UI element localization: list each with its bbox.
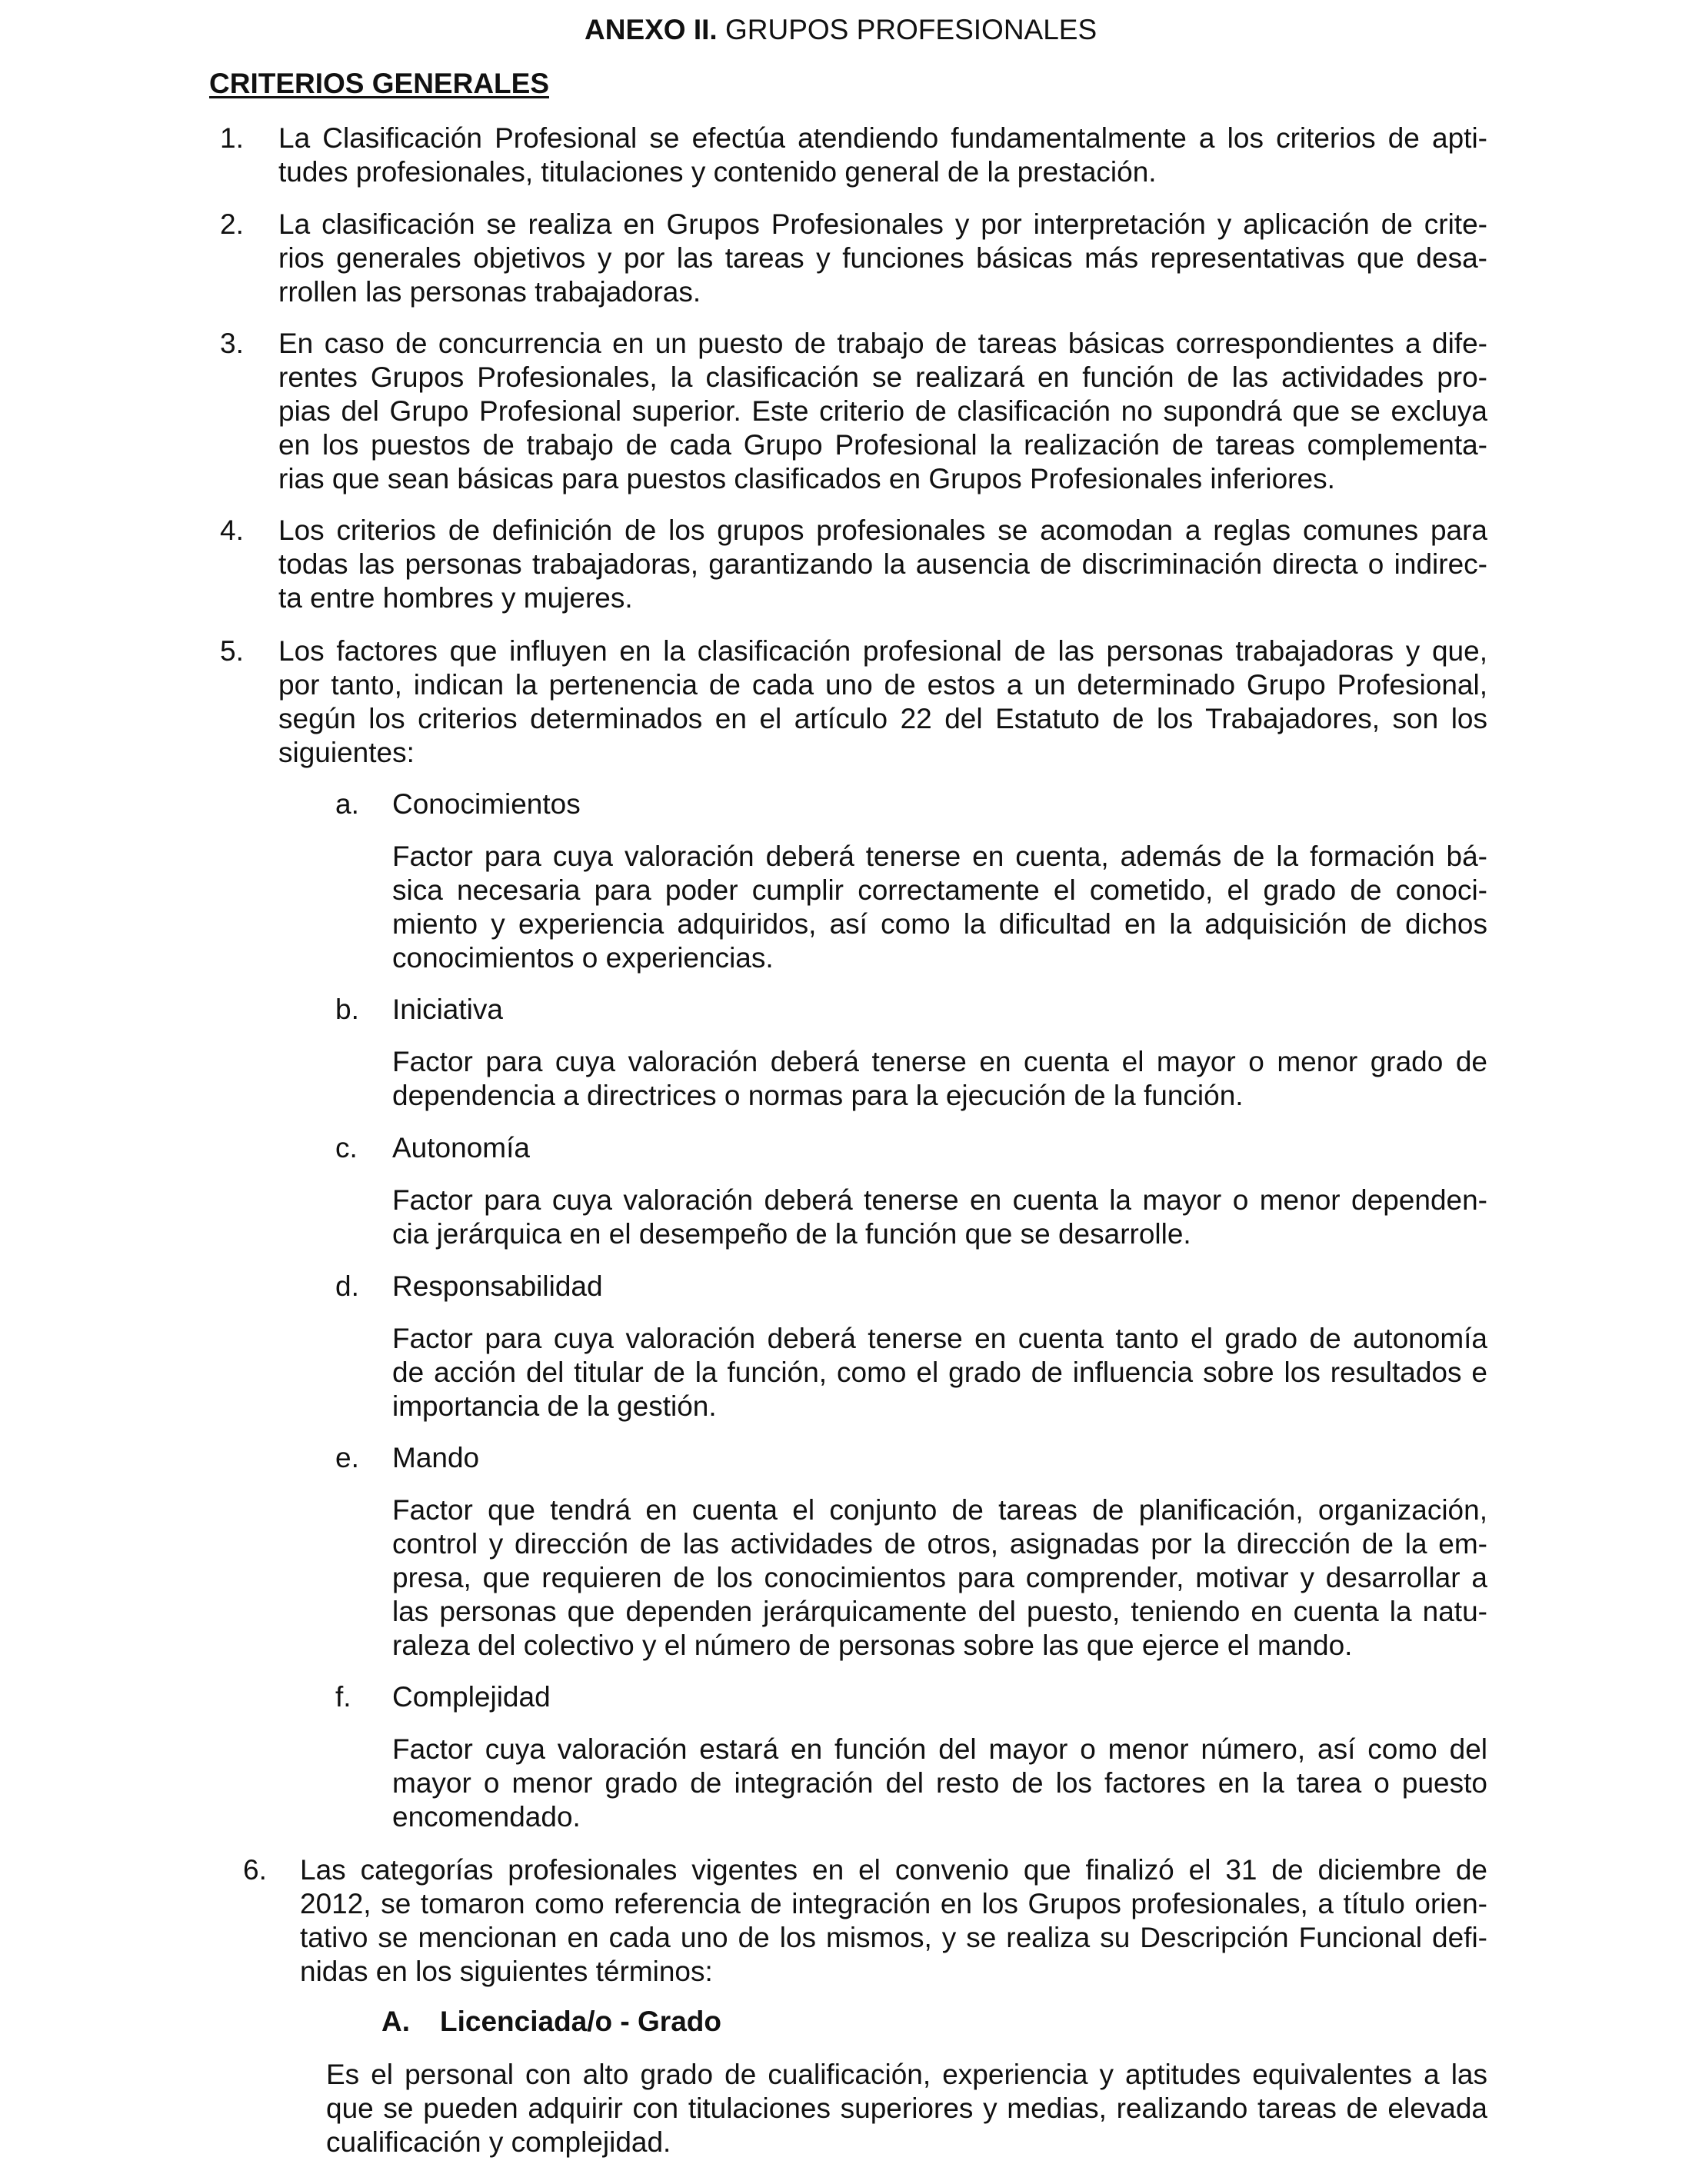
item-text [300, 1853, 1487, 1989]
item-number: 4. [220, 514, 244, 546]
item-text [278, 122, 1487, 189]
text-line: cualificación y complejidad. [326, 2126, 671, 2158]
factor-letter: c. [335, 1132, 358, 1164]
text-line: Factor para cuya valoración deberá tenerse en cuenta tanto el grado de autonomía [392, 1323, 1487, 1354]
factor-letter: a. [335, 788, 359, 820]
factor-letter: f. [335, 1681, 351, 1713]
text-line: La clasificación se realiza en Grupos Profesionales y por interpretación y aplicación de crite- [278, 208, 1487, 240]
item-number: 1. [220, 122, 244, 154]
text-line: las personas que dependen jerárquicamente del puesto, teniendo en cuenta la natu- [392, 1596, 1487, 1627]
item-number: 6. [243, 1854, 267, 1886]
text-line: cia jerárquica en el desempeño de la función que se desarrolle. [392, 1218, 1191, 1250]
text-line: todas las personas trabajadoras, garantizando la ausencia de discriminación directa o indirec- [278, 548, 1487, 580]
text-line: rentes Grupos Profesionales, la clasificación se realizará en función de las actividades pro- [278, 361, 1487, 393]
group-name: Licenciada/o - Grado [440, 2006, 721, 2037]
text-line: Factor para cuya valoración deberá tenerse en cuenta el mayor o menor grado de [392, 1046, 1487, 1077]
item-number: 3. [220, 328, 244, 359]
text-line: conocimientos o experiencias. [392, 942, 774, 974]
factor-letter: e. [335, 1442, 359, 1473]
text-line: tativo se mencionan en cada uno de los mismos, y se realiza su Descripción Funcional defi- [300, 1922, 1487, 1953]
text-line: mayor o menor grado de integración del resto de los factores en la tarea o puesto [392, 1767, 1487, 1799]
annex-title-rest: GRUPOS PROFESIONALES [717, 14, 1097, 45]
text-line: ta entre hombres y mujeres. [278, 582, 633, 614]
text-line: sica necesaria para poder cumplir correctamente el cometido, el grado de conoci- [392, 874, 1487, 906]
text-line: dependencia a directrices o normas para la ejecución de la función. [392, 1080, 1244, 1111]
text-line: importancia de la gestión. [392, 1390, 717, 1422]
item-text [278, 634, 1487, 770]
text-line: rias que sean básicas para puestos clasificados en Grupos Profesionales inferiores. [278, 463, 1335, 494]
factor-name: Responsabilidad [392, 1270, 603, 1302]
group-letter: A. [381, 2006, 410, 2037]
item-text [278, 327, 1487, 496]
text-line: Factor para cuya valoración deberá tenerse en cuenta, además de la formación bá- [392, 841, 1487, 872]
text-line: que se pueden adquirir con titulaciones superiores y medias, realizando tareas de elevada [326, 2092, 1487, 2124]
section-heading: CRITERIOS GENERALES [209, 68, 549, 99]
factor-name: Complejidad [392, 1681, 551, 1713]
text-line: En caso de concurrencia en un puesto de trabajo de tareas básicas correspondientes a dife- [278, 328, 1487, 359]
text-line: presa, que requieren de los conocimientos para comprender, motivar y desarrollar a [392, 1562, 1487, 1593]
factor-text [392, 1184, 1487, 1251]
text-line: La Clasificación Profesional se efectúa atendiendo fundamentalmente a los criterios de apti- [278, 122, 1487, 154]
text-line: Los factores que influyen en la clasificación profesional de las personas trabajadoras y que, [278, 635, 1487, 667]
text-line: Factor cuya valoración estará en función del mayor o menor número, así como del [392, 1733, 1487, 1765]
text-line: Factor que tendrá en cuenta el conjunto de tareas de planificación, organización, [392, 1494, 1487, 1526]
text-line: de acción del titular de la función, como el grado de influencia sobre los resultados e [392, 1357, 1487, 1388]
text-line: rios generales objetivos y por las tareas y funciones básicas más representativas que desa- [278, 242, 1487, 274]
item-number: 2. [220, 208, 244, 240]
factor-name: Conocimientos [392, 788, 581, 820]
factor-text [392, 1045, 1487, 1113]
text-line: pias del Grupo Profesional superior. Este criterio de clasificación no supondrá que se excluya [278, 395, 1487, 427]
text-line: por tanto, indican la pertenencia de cada uno de estos a un determinado Grupo Profesional, [278, 669, 1487, 701]
factor-name: Autonomía [392, 1132, 530, 1164]
text-line: nidas en los siguientes términos: [300, 1956, 713, 1987]
text-line: Es el personal con alto grado de cualificación, experiencia y aptitudes equivalentes a las [326, 2059, 1487, 2090]
factor-text [392, 840, 1487, 975]
factor-letter: d. [335, 1270, 359, 1302]
item-text [278, 208, 1487, 309]
text-line: control y dirección de las actividades de otros, asignadas por la dirección de la em- [392, 1528, 1487, 1560]
annex-title [585, 12, 1097, 48]
factor-text [392, 1733, 1487, 1834]
item-number: 5. [220, 635, 244, 667]
text-line: rrollen las personas trabajadoras. [278, 276, 701, 308]
text-line: en los puestos de trabajo de cada Grupo Profesional la realización de tareas complementa- [278, 429, 1487, 461]
text-line: Las categorías profesionales vigentes en el convenio que finalizó el 31 de diciembre de [300, 1854, 1487, 1886]
text-line: encomendado. [392, 1801, 581, 1833]
factor-name: Iniciativa [392, 994, 503, 1025]
text-line: tudes profesionales, titulaciones y contenido general de la prestación. [278, 156, 1157, 188]
factor-letter: b. [335, 994, 359, 1025]
factor-text [392, 1322, 1487, 1423]
text-line: según los criterios determinados en el artículo 22 del Estatuto de los Trabajadores, son los [278, 703, 1487, 734]
factor-text [392, 1493, 1487, 1663]
text-line: raleza del colectivo y el número de personas sobre las que ejerce el mando. [392, 1630, 1353, 1661]
factor-name: Mando [392, 1442, 480, 1473]
text-line: Factor para cuya valoración deberá tenerse en cuenta la mayor o menor dependen- [392, 1184, 1487, 1216]
text-line: miento y experiencia adquiridos, así como la dificultad en la adquisición de dichos [392, 908, 1487, 940]
annex-title-bold: ANEXO II. [585, 14, 718, 45]
text-line: Los criterios de definición de los grupos profesionales se acomodan a reglas comunes para [278, 514, 1487, 546]
group-description [326, 2058, 1487, 2159]
item-text [278, 514, 1487, 615]
text-line: 2012, se tomaron como referencia de integración en los Grupos profesionales, a título orien- [300, 1888, 1487, 1919]
text-line: siguientes: [278, 737, 415, 768]
